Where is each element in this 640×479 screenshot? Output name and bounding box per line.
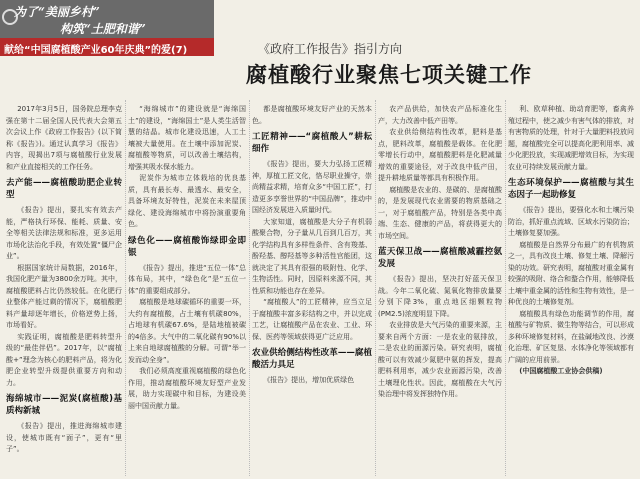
column-divider — [249, 100, 250, 476]
column-4 — [378, 104, 502, 476]
paragraph: 《报告》提出，增加优质绿色 — [263, 376, 355, 384]
paragraph: 《报告》提出，坚决打好蓝天保卫战。今年二氧化硫、氮氧化物排放量要分别下降3%，重点地区细颗粒物(PM2.5)浓度明显下降。 — [378, 275, 502, 318]
section-heading: 工匠精神——“腐植酸人”耕耘细作 — [252, 132, 372, 154]
column-5 — [508, 104, 634, 476]
section-heading: 生态环境保护——腐植酸与其生态因子一起助修复 — [508, 178, 634, 200]
paragraph: 实践证明，腐植酸是肥料转型升级的“最佳伴侣”。2017年，以“腐植酸+”理念为核心的肥料产品，将为化肥企业转型升级提供重要方向和动力。 — [6, 332, 122, 387]
paragraph: 泥炭作为城市立体栽培的优良基质，具有最长寿、最透水、最安全，具备环境友好特性，泥炭在未来屋顶绿化、建设海绵城市中将扮演重要角色。 — [128, 174, 246, 228]
article-credit: (中国腐植酸工业协会供稿) — [519, 367, 603, 375]
article-headline: 腐植酸行业聚焦七项关键工作 — [246, 62, 532, 87]
paragraph: 2017年3月5日，国务院总理李克强在第十二届全国人民代表大会第五次会议上作《政府工作报告》(以下简称《报告》)。通过认真学习《报告》内容，现揭出7项与腐植酸行业发展和产业直接相关的工作任务。 — [6, 105, 122, 171]
paragraph: 我们必须高度重视腐植酸的绿色化作用，推动腐植酸环境友好型产业发展，助力实现碳中和目标，为建设美丽中国贡献力量。 — [128, 367, 246, 410]
article-kicker: 《政府工作报告》指引方向 — [258, 42, 403, 56]
column-2 — [128, 104, 246, 476]
paragraph: 农业供给侧结构性改革，肥料是基点，肥料改革，腐植酸是载体。在化肥零增长行动中，腐植酸肥料是化肥减量增效的重要途径，对于改良中低产田，提升耕地质量等都具有积极作用。 — [378, 128, 502, 182]
paragraph: 腐植酸是地球碳循环的重要一环，大约有腐植酸，占土壤有机碳80%，占地球有机碳67.6%，是陆地植被碳的4倍多。大气中的二氧化碳有90%以上来自地球腐植酸的分解。可谓“举一发而动全身”。 — [128, 298, 246, 364]
paragraph: 根据国家统计局数据，2016年，我国化肥产量为3800余万吨。其中，腐植酸肥料占比仍然较低。在化肥行业整体产能过剩的情况下，腐植酸肥料产量却逐年增长，价格逆势上扬，市场看好。 — [6, 263, 122, 329]
column-3 — [252, 104, 372, 476]
paragraph: 农业排放是大气污染的重要来源，主要来自两个方面：一是农业的氨排放，二是农业的面源污染。研究表明，腐植酸可以有效减少氮肥中氨的挥发，提高肥料利用率，减少农业面源污染，改善土壤理化性状。因此，腐植酸在大气污染治理中将发挥独特作用。 — [378, 321, 502, 398]
paragraph: 《报告》提出，推进“五位一体”总体布局，其中，“绿色化”是“五位一体”的重要组成部分。 — [128, 263, 246, 295]
column-divider — [505, 100, 506, 476]
banner — [0, 0, 214, 56]
banner-slogan-1: 为了“美丽乡村” — [14, 5, 100, 19]
paragraph: 利、欧草种植、助动育肥等，畜禽养殖过程中，使之减少有害气体的排放，对有害物质的处理，针对于大量肥料投放问题，腐植酸完全可以提高化肥利用率、减少化肥投放，实现减肥增效目标，为实现农业可持续发展贡献力量。 — [508, 105, 634, 171]
paragraph: 大家知道，腐植酸是大分子有机弱酸聚合物，分子量从几百到几百万，其化学结构具有多样性条件、含有羧基、酚羟基、醇羟基等多种活性官能团，这就决定了其具有很强的吸附性、化学、生物活性。同时，因原料来源不同，其性质和功能也存在差异。 — [252, 217, 372, 295]
banner-slogan-2: 构筑“土肥和谐” — [60, 22, 146, 36]
paragraph: 都是腐植酸环境友好产业的天然本色。 — [252, 105, 372, 125]
section-heading: 绿色化——腐植酸饰绿即金即银 — [128, 235, 246, 258]
paragraph: 《报告》提出，要扎实有效去产能，严格执行环保、能耗、质量、安全等相关法律法规和标准，更多运用市场化法治化手段，有效处置“僵尸企业”。 — [6, 206, 122, 260]
paragraph: 农产品供给，加快农产品标准化生产，大力改善中低产田等。 — [378, 105, 502, 125]
paragraph: “海绵城市”的建设就是“海绵国土”的建设，“海绵国土”是人类生活智慧的结晶。城市化建设迅速，人工土壤被大量使用。在土壤中添加泥炭、腐植酸等物质，可以改善土壤结构，增强其吸水保水能力。 — [128, 105, 246, 171]
section-heading: 去产能——腐植酸助肥企业转型 — [6, 178, 122, 200]
section-heading: 蓝天保卫战——腐植酸减霾控氨发展 — [378, 247, 502, 269]
section-heading: 农业供给侧结构性改革——腐植酸活力具足 — [252, 348, 372, 370]
column-divider — [375, 100, 376, 476]
paragraph: 腐植酸具有绿色功能调节的作用，腐植酸与矿物质、微生物等结合，可以形成多种环境修复材料，在盐碱地改良、沙漠化治理、矿区复垦、水体净化等领域都有广阔的应用前景。 — [508, 309, 634, 364]
section-heading: 海绵城市——泥炭(腐植酸)基质构新城 — [6, 394, 122, 416]
banner-series-title: 献给“中国腐植酸产业60年庆典”的爱(7) — [4, 45, 188, 56]
paragraph: 《报告》提出，推进海绵城市建设，使城市既有“面子”，更有“里子”。 — [6, 422, 122, 453]
paragraph: “腐植酸人”的工匠精神，应当立足于腐植酸丰富多彩结构之中，并以完成工艺，让腐植酸产品在农业、工业、环保、医药等领域获得更广泛应用。 — [252, 298, 372, 341]
column-divider — [125, 100, 126, 476]
paragraph: 《报告》提出，要强化水和土壤污染防治，抓好重点流域、区域水污染防治；土壤修复要加强。 — [508, 206, 634, 237]
paragraph: 腐植酸是农业的、是碳的、是腐植酸的，是发展现代农业需要的物质基础之一，对于腐植酸产品，特别是各类中高端、生态、健康的产品，将获得更大的市场空间。 — [378, 185, 502, 240]
column-1 — [6, 104, 122, 476]
paragraph: 《报告》提出，要大力弘扬工匠精神，厚植工匠文化，恪尽职业操守，崇尚精益求精，培育众多“中国工匠”，打造更多享誉世界的“中国品牌”，推动中国经济发展进入质量时代。 — [252, 160, 372, 214]
paragraph: 腐植酸是自然界分布最广的有机物质之一，具有改良土壤、修复土壤、降解污染的功效。研究表明，腐植酸对重金属有较强的吸附、络合和螯合作用，能够降低土壤中重金属的活性和生物有效性，是一种优良的土壤修复剂。 — [508, 240, 634, 306]
